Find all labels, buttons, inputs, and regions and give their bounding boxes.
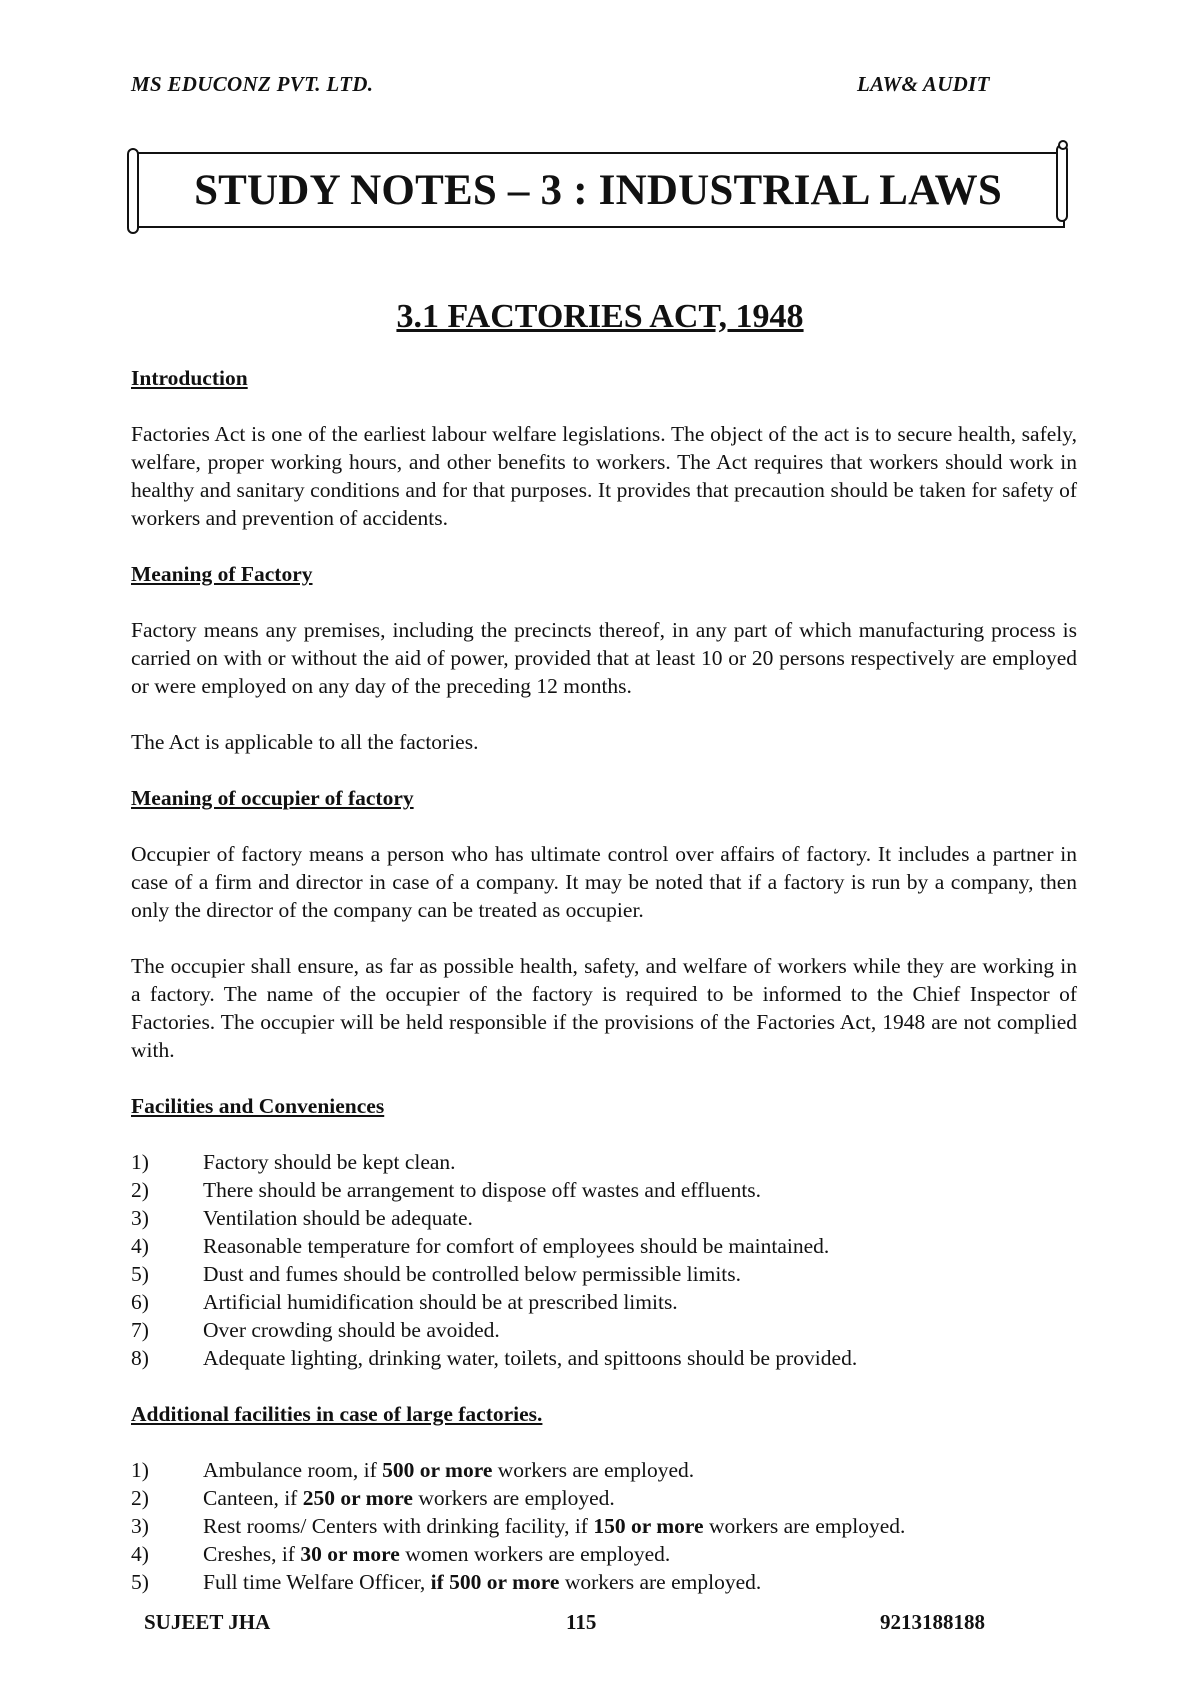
list-item: 4) Reasonable temperature for comfort of employees should be maintained. bbox=[131, 1234, 830, 1258]
occupier-paragraph: Occupier of factory means a person who has ultimate control over affairs of factory. It includes a partner in case of a firm and director in case of a company. It may be noted that if a factory is run by a company, then only the director of the company can be treated as occupier. bbox=[131, 842, 1077, 922]
factory-heading: Meaning of Factory bbox=[131, 562, 313, 586]
list-item: 4) Creshes, if 30 or more women workers are employed. bbox=[131, 1542, 671, 1566]
banner-title: STUDY NOTES – 3 : INDUSTRIAL LAWS bbox=[194, 167, 1002, 214]
additional-heading: Additional facilities in case of large factories. bbox=[131, 1402, 543, 1426]
factory-applicability: The Act is applicable to all the factories. bbox=[131, 730, 479, 754]
intro-paragraph: Factories Act is one of the earliest labour welfare legislations. The object of the act is to secure health, safely, welfare, proper working hours, and other benefits to workers. The Act requires that workers should work in healthy and sanitary conditions and for that purposes. It provides that precaution should be taken for safety of workers and prevention of accidents. bbox=[131, 422, 1077, 530]
list-item: 3) Ventilation should be adequate. bbox=[131, 1206, 473, 1230]
header-company: MS EDUCONZ PVT. LTD. bbox=[131, 72, 374, 96]
list-item: 7) Over crowding should be avoided. bbox=[131, 1318, 500, 1342]
list-item: 3) Rest rooms/ Centers with drinking facility, if 150 or more workers are employed. bbox=[131, 1514, 906, 1538]
footer-phone: 9213188188 bbox=[880, 1610, 985, 1634]
facilities-list bbox=[131, 1148, 1077, 1372]
list-item: 1) Factory should be kept clean. bbox=[131, 1150, 456, 1174]
list-item: 8) Adequate lighting, drinking water, toilets, and spittoons should be provided. bbox=[131, 1346, 858, 1370]
page-number: 115 bbox=[566, 1610, 597, 1634]
facilities-heading: Facilities and Conveniences bbox=[131, 1094, 385, 1118]
title-banner bbox=[131, 152, 1065, 228]
occupier-duties-paragraph: The occupier shall ensure, as far as possible health, safety, and welfare of workers while they are working in a factory. The name of the occupier of the factory is required to be informed to the Chief Inspector of Factories. The occupier will be held responsible if the provisions of the Factories Act, 1948 are not complied with. bbox=[131, 954, 1077, 1062]
list-item: 6) Artificial humidification should be at prescribed limits. bbox=[131, 1290, 678, 1314]
additional-list bbox=[131, 1456, 1077, 1596]
footer-author: SUJEET JHA bbox=[144, 1610, 271, 1634]
intro-heading: Introduction bbox=[131, 366, 248, 390]
list-item: 5) Dust and fumes should be controlled below permissible limits. bbox=[131, 1262, 742, 1286]
list-item: 2) There should be arrangement to dispose off wastes and effluents. bbox=[131, 1178, 762, 1202]
list-item: 2) Canteen, if 250 or more workers are employed. bbox=[131, 1486, 615, 1510]
occupier-heading: Meaning of occupier of factory bbox=[131, 786, 414, 810]
list-item: 1) Ambulance room, if 500 or more workers are employed. bbox=[131, 1458, 695, 1482]
section-title: 3.1 FACTORIES ACT, 1948 bbox=[396, 298, 804, 335]
list-item: 5) Full time Welfare Officer, if 500 or more workers are employed. bbox=[131, 1570, 762, 1594]
page-content bbox=[131, 364, 1077, 1596]
scroll-curl-dot bbox=[1058, 140, 1068, 150]
header-subject: LAW& AUDIT bbox=[857, 72, 990, 96]
factory-paragraph: Factory means any premises, including the precincts thereof, in any part of which manufacturing process is carried on with or without the aid of power, provided that at least 10 or 20 persons respectively are employed or were employed on any day of the preceding 12 months. bbox=[131, 618, 1077, 698]
